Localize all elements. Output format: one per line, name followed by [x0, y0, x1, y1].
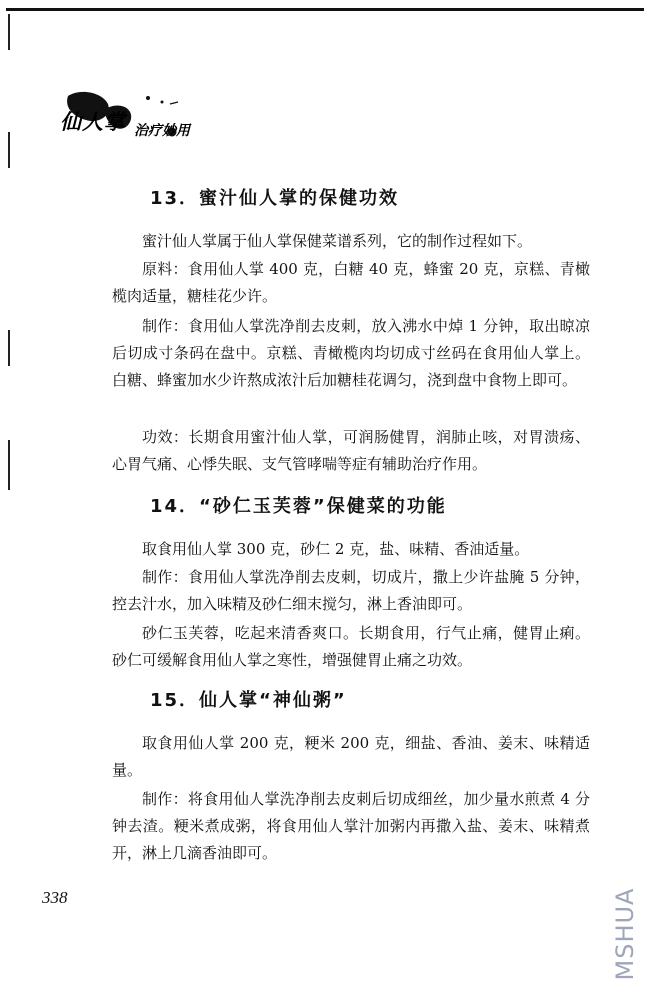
paragraph: 制作：食用仙人掌洗净削去皮刺，放入沸水中焯 1 分钟，取出晾凉后切成寸条码在盘中。京糕、青橄榄肉均切成寸丝码在食用仙人掌上。白糖、蜂蜜加水少许熬成浓汁后加糖桂花调匀，浇到盘中食物上即可。	[112, 317, 590, 389]
margin-mark	[8, 14, 10, 50]
section-heading: 14．“砂仁玉芙蓉”保健菜的功能	[150, 496, 447, 517]
paragraph: 功效：长期食用蜜汁仙人掌，可润肠健胃，润肺止咳，对胃溃疡、心胃气痛、心悸失眠、支气管哮喘等症有辅助治疗作用。	[112, 428, 590, 473]
margin-mark	[8, 330, 10, 366]
paragraph: 制作：将食用仙人掌洗净削去皮刺后切成细丝，加少量水煎煮 4 分钟去渣。粳米煮成粥，将食用仙人掌汁加粥内再撒入盐、姜末、味精煮开，淋上几滴香油即可。	[112, 790, 590, 862]
top-rule	[6, 8, 644, 11]
margin-mark	[8, 132, 10, 168]
section-heading: 15．仙人掌“神仙粥”	[150, 690, 347, 711]
page-number: 338	[42, 888, 68, 907]
paragraph: 蜜汁仙人掌属于仙人掌保健菜谱系列，它的制作过程如下。	[142, 232, 533, 250]
watermark	[606, 880, 646, 990]
paragraph: 取食用仙人掌 200 克，粳米 200 克，细盐、香油、姜末、味精适量。	[112, 734, 590, 779]
paragraph: 制作：食用仙人掌洗净削去皮刺，切成片，撒上少许盐腌 5 分钟，控去汁水，加入味精及砂仁细末搅匀，淋上香油即可。	[112, 568, 590, 613]
running-header	[58, 90, 228, 142]
paragraph: 取食用仙人掌 300 克，砂仁 2 克，盐、味精、香油适量。	[142, 540, 530, 558]
section-heading: 13．蜜汁仙人掌的保健功效	[150, 188, 400, 209]
watermark-text: MSHUA	[611, 887, 639, 981]
header-subtitle: 治疗妙用	[134, 123, 190, 139]
paragraph: 砂仁玉芙蓉，吃起来清香爽口。长期食用，行气止痛，健胃止痢。砂仁可缓解食用仙人掌之寒性，增强健胃止痛之功效。	[112, 624, 590, 669]
paragraph: 原料：食用仙人掌 400 克，白糖 40 克，蜂蜜 20 克，京糕、青橄榄肉适量，糖桂花少许。	[112, 260, 590, 305]
header-title: 仙人掌	[60, 109, 126, 134]
margin-mark	[8, 440, 10, 490]
